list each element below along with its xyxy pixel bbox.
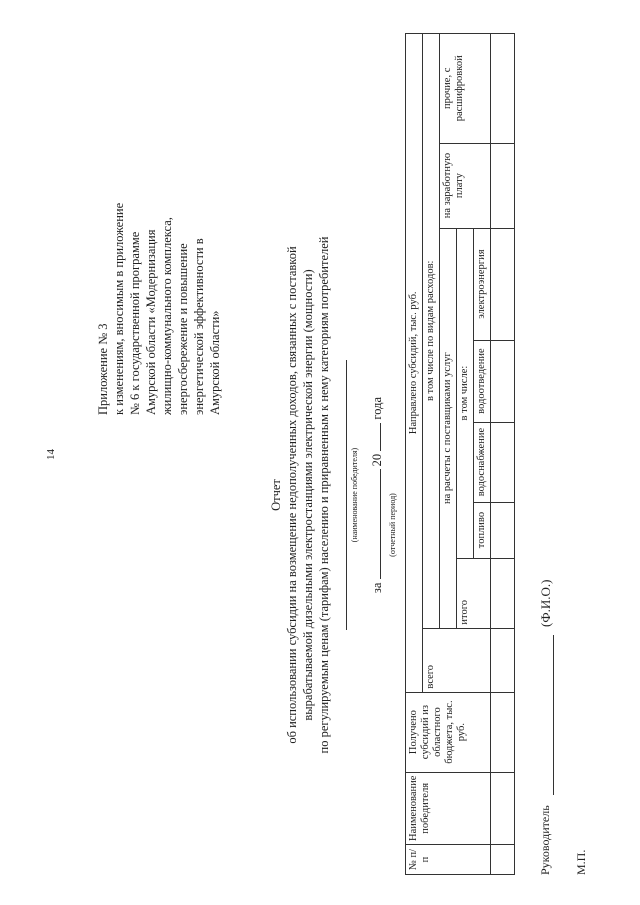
col-fuel: топливо <box>474 502 491 558</box>
head-sign-line <box>553 635 554 795</box>
col-itogo: итого <box>457 558 491 628</box>
col-num: № п/п <box>406 845 491 875</box>
col-sewer: водоотведение <box>474 340 491 422</box>
za-label: за <box>370 582 384 594</box>
mp-label: М.П. <box>574 849 588 875</box>
empty-cell <box>491 628 515 692</box>
period-line <box>369 165 385 825</box>
year-suffix: года <box>370 396 384 420</box>
appendix-line: к изменениям, вносимым в приложение <box>112 202 126 415</box>
appendix-line: жилищно-коммунального комплекса, <box>160 217 174 415</box>
report-line: об использовании субсидии на возмещение недополученных доходов, связанных с поставкой <box>285 246 299 744</box>
appendix-block <box>95 65 223 415</box>
appendix-line: Амурской области «Модернизация <box>144 229 158 415</box>
col-electric: электроэнергия <box>474 228 491 340</box>
head-label: Руководитель <box>538 805 552 875</box>
col-directed: Направлено субсидий, тыс. руб. <box>406 34 423 693</box>
col-name: Наименование победителя <box>406 772 491 844</box>
empty-cell <box>491 340 515 422</box>
page-number: 14 <box>45 449 57 460</box>
appendix-line: энергетической эффективности в <box>192 238 206 415</box>
empty-cell <box>491 143 515 228</box>
report-title: Отчет <box>269 479 283 511</box>
empty-cell <box>491 228 515 340</box>
report-line: вырабатываемой дизельными электростанциями электрической энергии (мощности) <box>301 269 315 721</box>
empty-cell <box>491 845 515 875</box>
report-heading <box>268 165 401 825</box>
col-by-type: в том числе по видам расходов: <box>423 34 440 629</box>
winner-caption: (наименование победителя) <box>350 447 359 543</box>
year-prefix: 20 <box>370 453 384 467</box>
empty-cell <box>491 772 515 844</box>
appendix-line: Приложение № 3 <box>96 323 110 415</box>
col-other: прочие, с расшифровкой <box>440 34 491 144</box>
col-total: всего <box>423 628 491 692</box>
fio-label: (Ф.И.О.) <box>538 579 553 627</box>
appendix-line: Амурской области» <box>208 310 222 415</box>
appendix-line: № 6 к государственной программе <box>128 231 142 415</box>
empty-cell <box>491 422 515 502</box>
col-suppliers: на расчеты с поставщиками услуг <box>440 228 457 628</box>
appendix-line: энергосбережение и повышение <box>176 243 190 415</box>
empty-cell <box>491 34 515 144</box>
empty-cell <box>491 502 515 558</box>
empty-cell <box>491 558 515 628</box>
col-received: Получено субсидий из областного бюджета, тыс. руб. <box>406 692 491 772</box>
col-including: в том числе: <box>457 228 474 558</box>
period-caption: (отчетный период) <box>388 493 397 557</box>
report-table <box>405 33 515 875</box>
empty-cell <box>491 692 515 772</box>
col-salary: на заработную плату <box>440 143 491 228</box>
col-water: водоснабжение <box>474 422 491 502</box>
report-line: по регулируемым ценам (тарифам) населению и приравненным к нему категориям потребителей <box>317 236 331 754</box>
